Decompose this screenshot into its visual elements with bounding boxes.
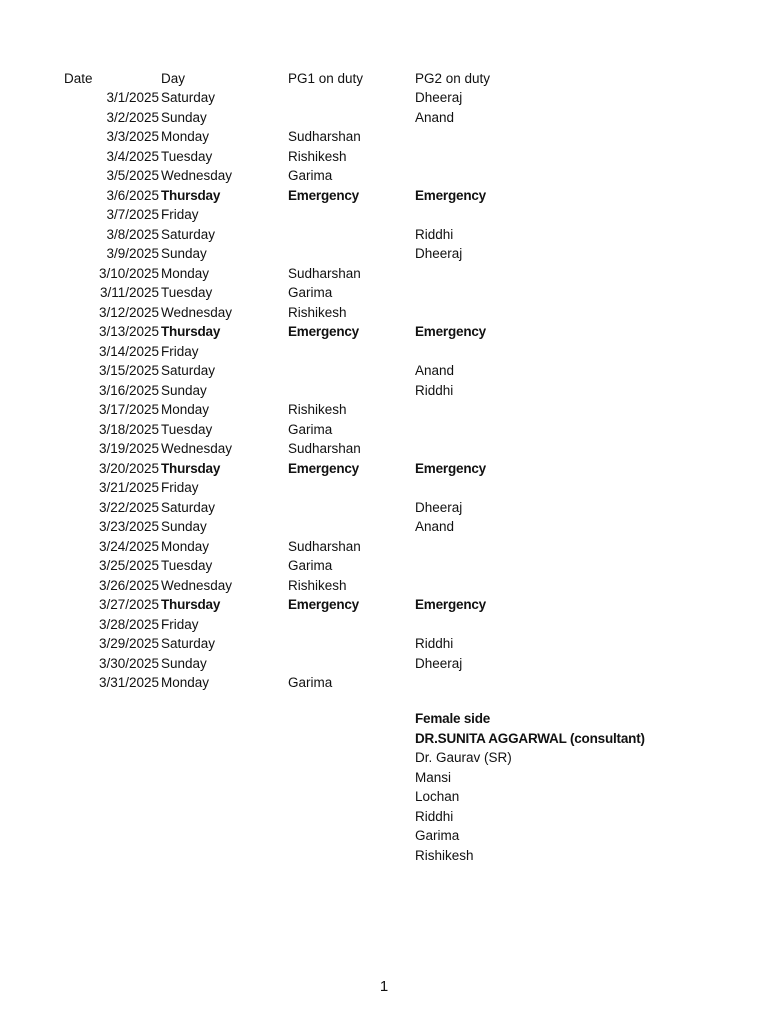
roster-day-cell: Saturday [161, 636, 216, 651]
roster-pg1-cell: Emergency [288, 187, 359, 203]
roster-pg1-cell: Garima [288, 558, 333, 573]
roster-pg1-cell: Rishikesh [288, 304, 347, 320]
roster-date-cell: 3/19/2025 [98, 441, 159, 456]
roster-date-cell: 3/14/2025 [98, 343, 159, 359]
roster-pg2-cell: Dheeraj [415, 246, 463, 261]
roster-day-cell: Sunday [161, 519, 207, 534]
roster-day-cell: Saturday [161, 226, 216, 242]
team-member: Dr. Gaurav (SR) [415, 750, 512, 765]
roster-pg1-cell: Emergency [288, 324, 359, 339]
roster-date-cell: 3/3/2025 [106, 129, 159, 144]
roster-date-cell: 3/8/2025 [106, 226, 159, 242]
roster-day-cell: Sunday [161, 109, 207, 125]
roster-date-cell: 3/18/2025 [98, 421, 159, 437]
roster-day-cell: Tuesday [161, 148, 213, 164]
roster-pg1-cell: Emergency [288, 597, 359, 612]
roster-day-cell: Saturday [161, 363, 216, 378]
team-consultant: DR.SUNITA AGGARWAL (consultant) [415, 730, 645, 746]
roster-date-cell: 3/15/2025 [98, 363, 159, 378]
roster-day-cell: Thursday [161, 460, 221, 476]
roster-date-cell: 3/10/2025 [98, 265, 159, 281]
roster-date-cell: 3/6/2025 [106, 187, 159, 203]
roster-day-cell: Sunday [161, 655, 207, 671]
roster-day-cell: Wednesday [161, 304, 233, 320]
day-column-header: Day [161, 71, 186, 86]
roster-day-cell: Thursday [161, 187, 221, 203]
roster-date-cell: 3/23/2025 [98, 519, 159, 534]
roster-date-cell: 3/16/2025 [98, 382, 159, 398]
roster-date-cell: 3/5/2025 [106, 168, 159, 183]
roster-day-cell: Sunday [161, 382, 207, 398]
roster-pg2-cell: Emergency [415, 324, 486, 339]
roster-pg1-cell: Rishikesh [288, 148, 347, 164]
roster-day-cell: Friday [161, 480, 199, 495]
roster-day-cell: Friday [161, 343, 199, 359]
team-member: Mansi [415, 769, 452, 785]
roster-pg1-cell: Sudharshan [288, 129, 361, 144]
roster-day-cell: Tuesday [161, 558, 213, 573]
roster-date-cell: 3/29/2025 [98, 636, 159, 651]
team-member: Rishikesh [415, 847, 474, 863]
roster-day-cell: Saturday [161, 499, 216, 515]
roster-pg2-cell: Dheeraj [415, 499, 463, 515]
pg2-column-header: PG2 on duty [415, 71, 491, 86]
roster-pg2-cell: Riddhi [415, 382, 454, 398]
roster-date-cell: 3/1/2025 [106, 90, 159, 105]
team-member: Riddhi [415, 808, 454, 824]
roster-date-cell: 3/4/2025 [106, 148, 159, 164]
roster-date-cell: 3/11/2025 [99, 285, 159, 300]
roster-date-cell: 3/12/2025 [98, 304, 159, 320]
roster-pg1-cell: Garima [288, 675, 333, 690]
roster-pg1-cell: Sudharshan [288, 265, 361, 281]
roster-day-cell: Monday [161, 675, 210, 690]
roster-date-cell: 3/20/2025 [98, 460, 159, 476]
roster-pg1-cell: Sudharshan [288, 538, 361, 554]
roster-day-cell: Saturday [161, 90, 216, 105]
roster-pg2-cell: Anand [415, 363, 455, 378]
roster-pg1-cell: Emergency [288, 460, 359, 476]
roster-pg2-cell: Emergency [415, 187, 486, 203]
roster-day-cell: Monday [161, 402, 210, 417]
roster-date-cell: 3/25/2025 [98, 558, 159, 573]
roster-day-cell: Friday [161, 616, 199, 632]
roster-date-cell: 3/30/2025 [98, 655, 159, 671]
roster-pg1-cell: Garima [288, 421, 333, 437]
roster-day-cell: Tuesday [161, 285, 213, 300]
team-member: Garima [415, 828, 460, 843]
roster-pg1-cell: Rishikesh [288, 402, 347, 417]
roster-date-cell: 3/9/2025 [106, 246, 159, 261]
roster-day-cell: Monday [161, 129, 210, 144]
roster-day-cell: Sunday [161, 246, 207, 261]
roster-date-cell: 3/7/2025 [106, 207, 159, 222]
team-member: Lochan [415, 789, 460, 804]
roster-pg2-cell: Emergency [415, 460, 486, 476]
roster-pg2-cell: Anand [415, 109, 455, 125]
roster-date-cell: 3/2/2025 [106, 109, 159, 125]
roster-day-cell: Monday [161, 538, 210, 554]
roster-pg2-cell: Dheeraj [415, 90, 463, 105]
roster-date-cell: 3/22/2025 [98, 499, 159, 515]
roster-date-cell: 3/28/2025 [98, 616, 159, 632]
team-title: Female side [415, 711, 491, 726]
pg1-column-header: PG1 on duty [288, 71, 364, 86]
roster-day-cell: Wednesday [161, 577, 233, 593]
roster-pg2-cell: Riddhi [415, 226, 454, 242]
roster-date-cell: 3/27/2025 [98, 597, 159, 612]
roster-day-cell: Monday [161, 265, 210, 281]
roster-day-cell: Wednesday [161, 441, 233, 456]
roster-date-cell: 3/31/2025 [98, 675, 159, 690]
roster-pg2-cell: Emergency [415, 597, 486, 612]
roster-day-cell: Friday [161, 207, 199, 222]
roster-pg1-cell: Garima [288, 168, 333, 183]
roster-pg2-cell: Dheeraj [415, 655, 463, 671]
date-column-header: Date [64, 71, 93, 86]
roster-date-cell: 3/13/2025 [98, 324, 159, 339]
roster-date-cell: 3/26/2025 [98, 577, 159, 593]
roster-pg1-cell: Garima [288, 285, 333, 300]
roster-pg1-cell: Rishikesh [288, 577, 347, 593]
roster-pg1-cell: Sudharshan [288, 441, 361, 456]
roster-date-cell: 3/24/2025 [98, 538, 159, 554]
roster-day-cell: Thursday [161, 324, 221, 339]
roster-date-cell: 3/17/2025 [98, 402, 159, 417]
roster-pg2-cell: Riddhi [415, 636, 454, 651]
roster-day-cell: Wednesday [161, 168, 233, 183]
roster-pg2-cell: Anand [415, 519, 455, 534]
roster-day-cell: Tuesday [161, 421, 213, 437]
roster-date-cell: 3/21/2025 [98, 480, 159, 495]
page-number: 1 [379, 978, 389, 995]
roster-day-cell: Thursday [161, 597, 221, 612]
